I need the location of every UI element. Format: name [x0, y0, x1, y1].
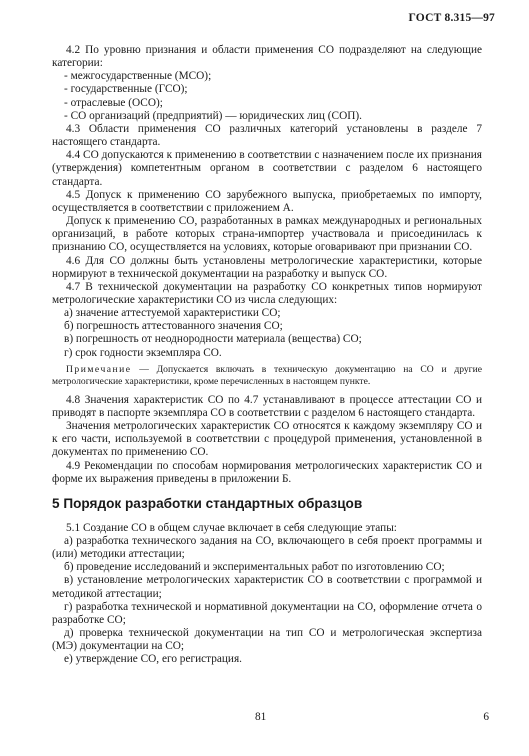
list-item: а) разработка технического задания на СО, включающего в себя проект программы и (или) методики аттестации;: [52, 535, 482, 561]
list-item: - государственные (ГСО);: [64, 83, 188, 96]
list-item: б) проведение исследований и экспериментальных работ по изготовлению СО;: [64, 561, 445, 574]
list-item: г) разработка технической и нормативной документации на СО, оформление отчета о разработке СО;: [52, 600, 482, 626]
note-text: — Допускается включать в техническую документацию на СО и другие метрологические характеристики, кроме перечисленных в настоящем пункте.: [52, 363, 482, 387]
document-body: [52, 44, 482, 667]
paragraph-4-4: 4.4 СО допускаются к применению в соответствии с назначением после их признания (утверждения) компетентным органом в соответствии с разделом 6 настоящего стандарта.: [52, 149, 482, 188]
list-item: - отраслевые (ОСО);: [64, 96, 163, 109]
list-item: е) утверждение СО, его регистрация.: [64, 653, 242, 666]
paragraph-4-5: 4.5 Допуск к применению СО зарубежного выпуска, приобретаемых по импорту, осуществляется в соответствии с приложением А.: [52, 188, 482, 214]
paragraph-4-7: 4.7 В технической документации на разработку СО конкретных типов нормируют метрологические характеристики СО из числа следующих:: [52, 280, 482, 306]
list-item: д) проверка технической документации на тип СО и метрологическая экспертиза (МЭ) документации на СО;: [52, 627, 482, 653]
note: [52, 364, 482, 388]
page-number-center: 81: [255, 711, 267, 723]
list-item: б) погрешность аттестованного значения СО;: [64, 320, 283, 333]
standard-header: ГОСТ 8.315—97: [408, 12, 495, 24]
page-number-right: 6: [483, 711, 489, 723]
paragraph-4-8-continued: Значения метрологических характеристик СО относятся к каждому экземпляру СО и к его части, используемой в соответствии с процедурой применения, установленной в документах по применению СО.: [52, 420, 482, 459]
paragraph-5-1: 5.1 Создание СО в общем случае включает в себя следующие этапы:: [66, 521, 397, 534]
paragraph-4-8: 4.8 Значения характеристик СО по 4.7 устанавливают в процессе аттестации СО и приводят в паспорте экземпляра СО в соответствии с разделом 6 настоящего стандарта.: [52, 393, 482, 419]
paragraph-4-9: 4.9 Рекомендации по способам нормирования метрологических характеристик СО и форме их выражения приведены в приложении Б.: [52, 459, 482, 485]
paragraph-4-2: 4.2 По уровню признания и области применения СО подразделяют на следующие категории:: [52, 44, 482, 70]
paragraph-4-5-continued: Допуск к применению СО, разработанных в рамках международных и региональных организаций, в работе которых страна-импортер участвовала и присоединилась к признанию СО, осуществляется на условиях, которые оговаривают при признании СО.: [52, 215, 482, 254]
list-item: - СО организаций (предприятий) — юридических лиц (СОП).: [64, 109, 362, 122]
list-item: г) срок годности экземпляра СО.: [64, 346, 222, 359]
section-heading: 5 Порядок разработки стандартных образцов: [52, 495, 363, 511]
list-item: - межгосударственные (МСО);: [64, 70, 212, 83]
note-label: Примечание: [66, 363, 132, 375]
list-item: в) погрешность от неоднородности материала (вещества) СО;: [64, 333, 362, 346]
list-item: а) значение аттестуемой характеристики СО;: [64, 307, 281, 320]
list-item: в) установление метрологических характеристик СО в соответствии с программой и методикой аттестации;: [52, 574, 482, 600]
paragraph-4-6: 4.6 Для СО должны быть установлены метрологические характеристики, которые нормируют в технической документации на разработку и выпуск СО.: [52, 254, 482, 280]
paragraph-4-3: 4.3 Области применения СО различных категорий установлены в разделе 7 настоящего стандарта.: [52, 122, 482, 149]
